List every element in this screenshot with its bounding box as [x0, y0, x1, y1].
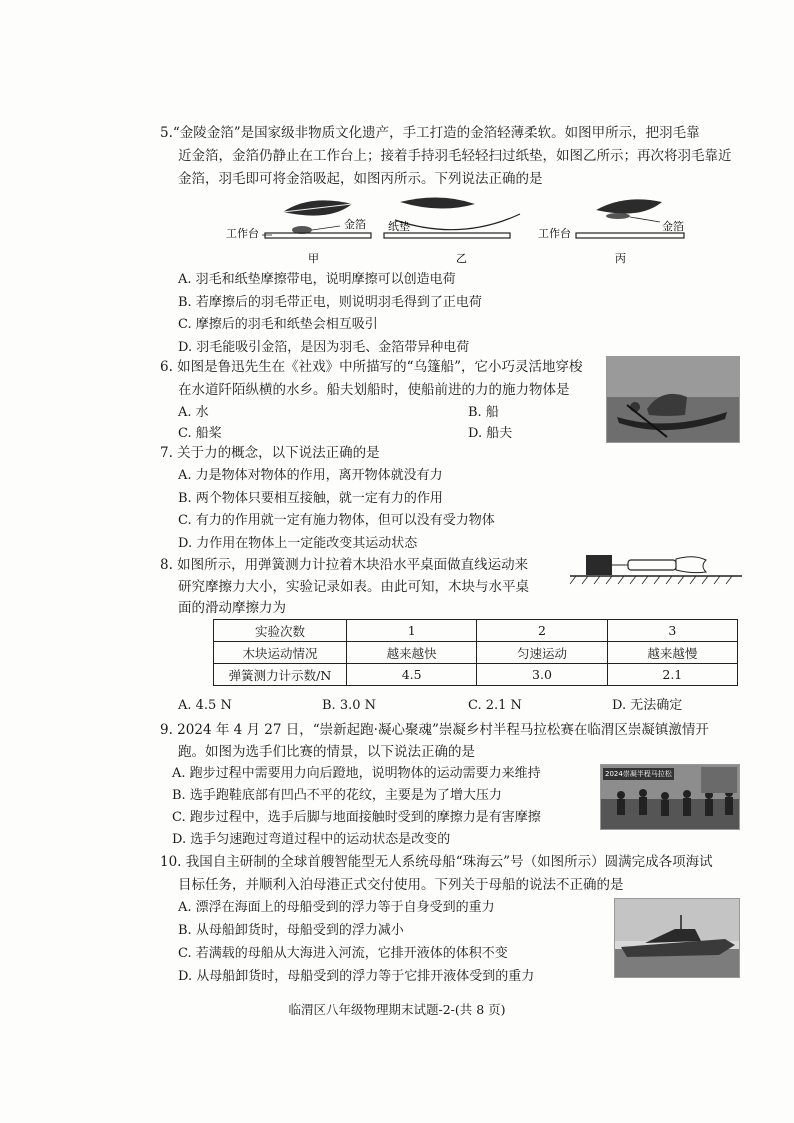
table-row	[214, 642, 738, 664]
table-cell: 1	[347, 620, 477, 642]
table-cell: 实验次数	[214, 620, 347, 642]
table-cell: 3	[607, 620, 737, 642]
bing-table-label: 工作台	[538, 227, 571, 240]
work-table-yi	[384, 233, 510, 238]
q9-line-2: 跑。如图为选手们比赛的情景，以下说法正确的是	[178, 744, 475, 760]
q7-line-1: 7. 关于力的概念，以下说法正确的是	[160, 445, 380, 461]
q5-line-3: 金箔，羽毛即可将金箔吸起，如图丙所示。下列说法正确的是	[178, 171, 543, 187]
table-cell: 匀速运动	[477, 642, 607, 664]
wood-block	[586, 555, 612, 575]
table-cell: 2.1	[607, 664, 737, 686]
figure-bing	[538, 199, 684, 265]
feather-icon	[400, 197, 475, 208]
q6-option-b: B. 船	[468, 405, 499, 420]
q10-option-d: D. 从母船卸货时，母船受到的浮力等于它排开液体受到的重力	[178, 969, 535, 984]
q5-line-1: 5.“金陵金箔”是国家级非物质文化遗产，手工打造的金箔轻薄柔软。如图甲所示，把羽毛靠	[160, 125, 700, 141]
bing-foil-label: 金箔	[662, 220, 684, 233]
q9-option-b: B. 选手跑鞋底部有凹凸不平的花纹，主要是为了增大压力	[172, 788, 502, 803]
q8-option-a: A. 4.5 N	[178, 698, 232, 713]
gold-foil-lifted	[606, 213, 630, 219]
table-cell: 木块运动情况	[214, 642, 347, 664]
q6-line-1: 6. 如图是鲁迅先生在《社戏》中所描写的“乌篷船”，它小巧灵活地穿梭	[160, 359, 583, 375]
q10-line-1: 10. 我国自主研制的全球首艘智能型无人系统母船“珠海云”号（如图所示）圆满完成各项海试	[160, 854, 713, 870]
jia-caption: 甲	[308, 252, 319, 265]
q5-option-d: D. 羽毛能吸引金箔，是因为羽毛、金箔带异种电荷	[178, 340, 470, 355]
table-cell: 3.0	[477, 664, 607, 686]
mothership-photo	[614, 898, 740, 978]
paper-pad-curve	[395, 214, 520, 230]
table-cell: 越来越快	[347, 642, 477, 664]
q7-option-c: C. 有力的作用就一定有施力物体，但可以没有受力物体	[178, 513, 495, 528]
yi-caption: 乙	[456, 252, 467, 265]
q5-figure	[0, 190, 794, 270]
q7-option-a: A. 力是物体对物体的作用，离开物体就没有力	[178, 468, 443, 483]
marathon-photo	[600, 764, 740, 830]
q6-option-a: A. 水	[178, 405, 209, 420]
feather-icon	[596, 199, 662, 213]
figure-jia	[226, 200, 371, 265]
q5-option-a: A. 羽毛和纸垫摩擦带电，说明摩擦可以创造电荷	[178, 272, 456, 287]
experiment-table	[213, 619, 738, 686]
q7-option-d: D. 力作用在物体上一定能改变其运动状态	[178, 536, 418, 551]
q9-line-1: 9. 2024 年 4 月 27 日，“崇新起跑·凝心聚魂”崇凝乡村半程马拉松赛在临渭区崇凝镇激情开	[160, 722, 709, 738]
foil-pointer	[312, 226, 340, 230]
q8-line-2: 研究摩擦力大小，实验记录如表。由此可知，木块与水平桌	[178, 579, 529, 595]
spring-scale-figure	[566, 550, 746, 590]
q8-option-c: C. 2.1 N	[468, 698, 522, 713]
bing-caption: 丙	[615, 252, 626, 265]
q8-line-3: 面的滑动摩擦力为	[178, 600, 286, 616]
work-table-jia	[265, 233, 371, 238]
ship-image	[615, 899, 739, 977]
wupeng-boat-photo	[606, 356, 740, 443]
table-cell: 2	[477, 620, 607, 642]
hand-icon	[676, 557, 706, 573]
q10-line-2: 目标任务，并顺利入泊母港正式交付使用。下列关于母船的说法不正确的是	[178, 877, 624, 893]
work-table-bing	[576, 233, 684, 238]
q5-option-b: B. 若摩擦后的羽毛带正电，则说明羽毛得到了正电荷	[178, 295, 482, 310]
q8-option-b: B. 3.0 N	[322, 698, 376, 713]
q10-option-a: A. 漂浮在海面上的母船受到的浮力等于自身受到的重力	[178, 900, 495, 915]
q8-option-d: D. 无法确定	[612, 698, 683, 713]
boat-image	[607, 357, 739, 442]
jia-foil-label: 金箔	[344, 218, 366, 231]
table-cell: 越来越慢	[607, 642, 737, 664]
q10-option-c: C. 若满载的母船从大海进入河流，它排开液体的体积不变	[178, 946, 508, 961]
table-hatching	[570, 576, 732, 584]
table-row	[214, 620, 738, 642]
page-footer: 临渭区八年级物理期末试题-2-(共 8 页)	[288, 1002, 506, 1017]
q6-option-c: C. 船桨	[178, 426, 222, 441]
spring-scale-body	[628, 560, 676, 570]
q8-line-1: 8. 如图所示，用弹簧测力计拉着木块沿水平桌面做直线运动来	[160, 557, 529, 573]
table-cell: 4.5	[347, 664, 477, 686]
q9-option-c: C. 跑步过程中，选手后脚与地面接触时受到的摩擦力是有害摩擦	[172, 810, 541, 825]
jia-table-label: 工作台	[226, 227, 259, 240]
yi-pad-label: 纸垫	[388, 220, 410, 233]
q6-option-d: D. 船夫	[468, 426, 513, 441]
foil-pointer	[630, 217, 660, 222]
q9-option-d: D. 选手匀速跑过弯道过程中的运动状态是改变的	[172, 832, 451, 847]
figure-yi	[384, 197, 520, 265]
q5-option-c: C. 摩擦后的羽毛和纸垫会相互吸引	[178, 317, 378, 332]
table-cell: 弹簧测力计示数/N	[214, 664, 347, 686]
marathon-banner: 2024崇凝半程马拉松	[605, 770, 672, 778]
q6-line-2: 在水道阡陌纵横的水乡。船夫划船时，使船前进的力的施力物体是	[178, 382, 570, 398]
table-row	[214, 664, 738, 686]
q7-option-b: B. 两个物体只要相互接触，就一定有力的作用	[178, 491, 443, 506]
q5-line-2: 近金箔，金箔仍静止在工作台上；接着手持羽毛轻轻扫过纸垫，如图乙所示；再次将羽毛靠近	[178, 148, 732, 164]
q10-option-b: B. 从母船卸货时，母船受到的浮力减小	[178, 923, 404, 938]
q9-option-a: A. 跑步过程中需要用力向后蹬地，说明物体的运动需要力来维持	[172, 766, 541, 781]
runners-image	[601, 765, 739, 829]
